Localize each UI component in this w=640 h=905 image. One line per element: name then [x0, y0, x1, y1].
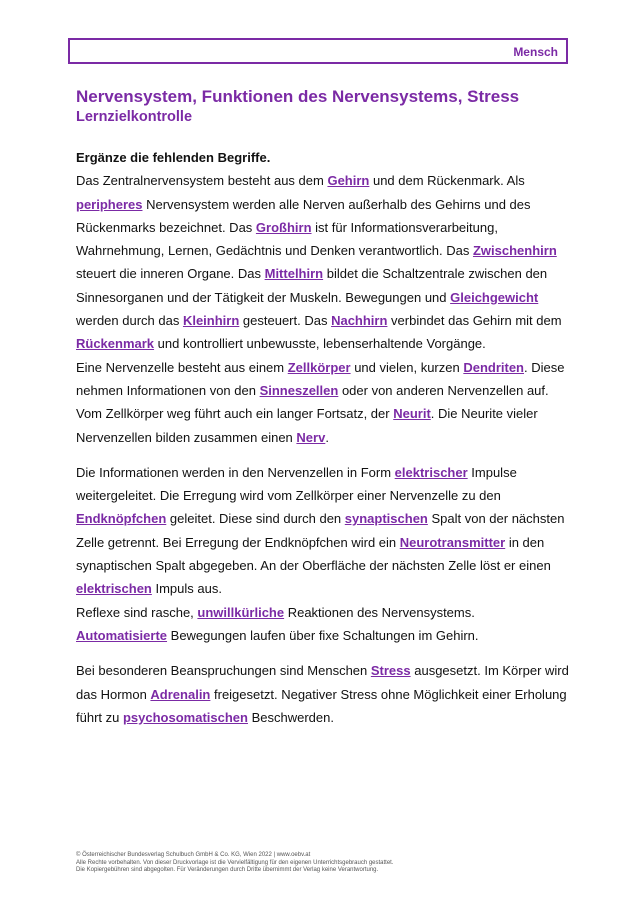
paragraph-signal-transmission [76, 461, 576, 601]
text-segment: Das Zentralnervensystem besteht aus dem [76, 173, 328, 189]
filled-blank-answer: Großhirn [255, 219, 312, 235]
text-segment: Beschwerden. [247, 709, 334, 725]
filled-blank-answer: elektrischen [76, 581, 152, 597]
filled-blank-answer: Adrenalin [150, 686, 211, 702]
text-segment: werden durch das [76, 313, 183, 329]
filled-blank-answer: Rückenmark [76, 336, 155, 352]
text-segment: verbindet das Gehirn mit dem [387, 313, 562, 329]
paragraph-nervous-system [76, 169, 576, 355]
text-segment: in den synaptischen Spalt abgegeben. An der Oberfläche der nächsten Zelle löst er einen [76, 534, 551, 574]
paragraph-gap [76, 647, 576, 659]
text-segment: Die Informationen werden in den Nervenzellen in Form [76, 464, 395, 480]
text-segment: ausgesetzt. Im Körper wird das Hormon [76, 663, 569, 702]
text-segment: und dem Rückenmark. Als [369, 173, 525, 189]
footer-line: Alle Rechte vorbehalten. Von dieser Druckvorlage ist die Vervielfältigung für den eigenen Unterrichtsgebrauch gestattet. [76, 859, 394, 866]
page-title: Nervensystem, Funktionen des Nervensystems, Stress [76, 87, 520, 106]
filled-blank-answer: Gehirn [327, 173, 370, 189]
filled-blank-answer: Nachhirn [331, 313, 388, 329]
footer-line: © Österreichischer Bundesverlag Schulbuch GmbH & Co. KG, Wien 2022 | www.oebv.at [76, 852, 311, 858]
filled-blank-answer: Automatisierte [76, 627, 168, 643]
header-box [68, 38, 568, 64]
worksheet-content [76, 146, 576, 729]
text-segment: Spalt von der nächsten Zelle getrennt. Bei Erregung der Endknöpfchen wird ein [76, 511, 565, 550]
filled-blank-answer: Sinneszellen [259, 382, 339, 398]
filled-blank-answer: Neurit [393, 406, 431, 422]
filled-blank-answer: peripheres [76, 196, 143, 212]
text-segment: und vielen, kurzen [350, 359, 464, 375]
text-segment: . Diese nehmen Informationen von den [76, 359, 565, 398]
filled-blank-answer: synaptischen [344, 511, 428, 527]
text-segment: steuert die inneren Organe. Das [76, 266, 265, 282]
text-segment: . [325, 429, 329, 445]
text-segment: . Die Neurite vieler Nervenzellen bilden zusammen einen [76, 406, 538, 445]
filled-blank-answer: Mittelhirn [264, 266, 324, 282]
filled-blank-answer: Kleinhirn [182, 313, 240, 329]
paragraph-reflexes [76, 601, 576, 624]
text-segment: Eine Nervenzelle besteht aus einem [76, 359, 288, 375]
filled-blank-answer: Nerv [296, 429, 326, 445]
footer-line: Die Kopiergebühren sind abgegolten. Für Veränderungen durch Dritte übernimmt der Verlag keine Verantwortung. [76, 867, 379, 873]
filled-blank-answer: unwillkürliche [197, 604, 285, 620]
filled-blank-answer: Gleichgewicht [450, 289, 539, 305]
text-segment: Impuls aus. [151, 581, 222, 597]
paragraph-stress [76, 659, 576, 729]
text-segment: geleitet. Diese sind durch den [166, 511, 345, 527]
text-segment: oder von anderen Nervenzellen auf. Vom Zellkörper weg führt auch ein langer Fortsatz, der [76, 382, 549, 422]
filled-blank-answer: Endknöpfchen [76, 511, 167, 527]
text-segment: Bei besonderen Beanspruchungen sind Menschen [76, 663, 371, 679]
text-segment: Nervensystem werden alle Nerven außerhalb des Gehirns und des Rückenmarks bezeichnet. Das [76, 196, 531, 235]
text-segment: gesteuert. Das [239, 313, 332, 329]
subject-label: Mensch [513, 45, 558, 59]
text-segment: Reaktionen des Nervensystems. [284, 604, 475, 620]
paragraph-automated-movements [76, 624, 576, 647]
task-instruction: Ergänze die fehlenden Begriffe. [76, 150, 271, 165]
filled-blank-answer: psychosomatischen [122, 709, 248, 725]
filled-blank-answer: Dendriten [463, 359, 524, 375]
text-segment: Reflexe sind rasche, [76, 604, 198, 620]
text-segment: und kontrolliert unbewusste, lebenserhaltende Vorgänge. [154, 336, 486, 352]
filled-blank-answer: Neurotransmitter [399, 534, 506, 550]
text-segment: Bewegungen laufen über fixe Schaltungen im Gehirn. [167, 627, 479, 643]
text-segment: ist für Informationsverarbeitung, Wahrnehmung, Lernen, Gedächtnis und Denken verantwortlich. Das [76, 219, 498, 259]
paragraph-gap [76, 449, 576, 461]
filled-blank-answer: elektrischer [394, 464, 468, 480]
paragraph-nerve-cell [76, 356, 576, 449]
filled-blank-answer: Zellkörper [287, 359, 351, 375]
filled-blank-answer: Zwischenhirn [472, 243, 557, 259]
text-segment: Impulse weitergeleitet. Die Erregung wird vom Zellkörper einer Nervenzelle zu den [76, 464, 517, 504]
filled-blank-answer: Stress [370, 663, 411, 679]
text-segment: bildet die Schaltzentrale zwischen den Sinnesorganen und der Tätigkeit der Muskeln. Bewegungen und [76, 266, 548, 305]
page-subtitle: Lernzielkontrolle [76, 109, 193, 125]
copyright-footer [76, 852, 394, 875]
text-segment: freigesetzt. Negativer Stress ohne Möglichkeit einer Erholung führt zu [76, 686, 567, 725]
